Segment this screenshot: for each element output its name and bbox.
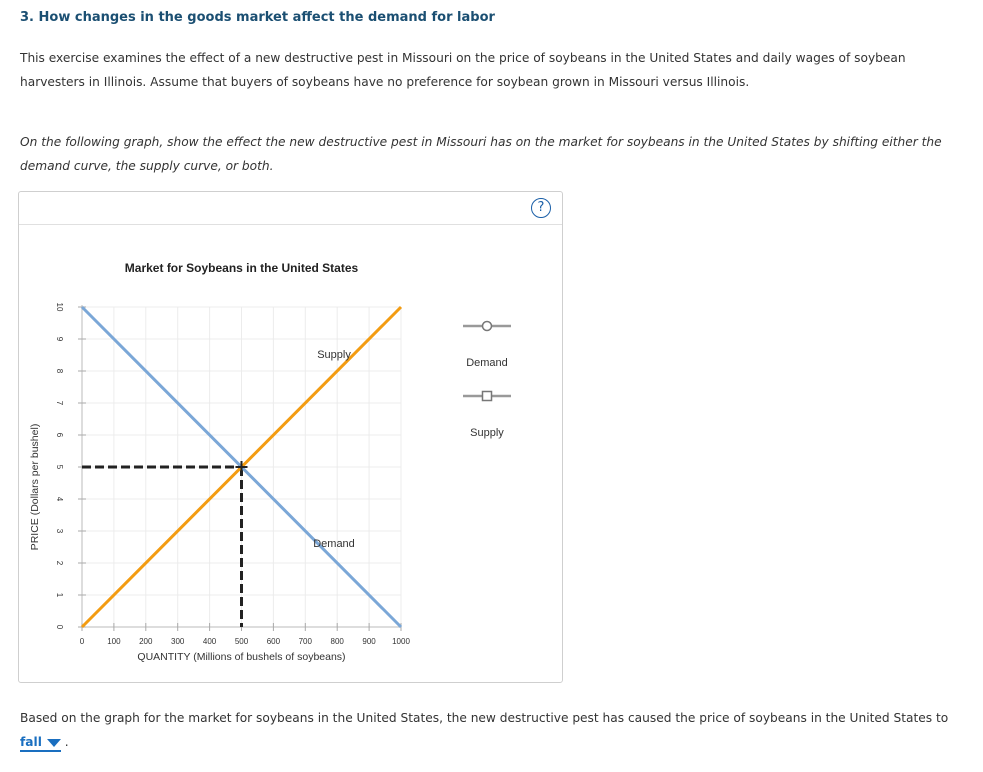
y-tick-label: 1	[55, 592, 64, 598]
legend-circle-marker	[483, 322, 492, 331]
answer-period: .	[64, 735, 69, 749]
supply-legend-tool[interactable]	[463, 392, 511, 440]
chevron-down-icon	[47, 739, 61, 747]
y-tick-label: 5	[55, 464, 64, 470]
x-tick-label: 600	[266, 637, 281, 646]
price-change-value: fall	[20, 735, 42, 749]
legend-label: Demand	[466, 357, 508, 369]
legend-square-marker	[483, 392, 492, 401]
y-tick-label: 4	[55, 496, 64, 502]
question-title: 3. How changes in the goods market affect the demand for labor	[20, 10, 495, 25]
x-tick-label: 200	[139, 637, 153, 646]
y-tick-label: 7	[55, 400, 64, 406]
graph-panel	[18, 191, 563, 683]
x-tick-label: 500	[234, 637, 249, 646]
y-tick-label: 0	[55, 624, 64, 630]
x-tick-label: 900	[362, 637, 376, 646]
soybean-market-chart[interactable]	[19, 192, 562, 682]
curve-label-supply: Supply	[317, 349, 351, 362]
x-tick-label: 300	[171, 637, 185, 646]
help-icon[interactable]: ?	[531, 198, 551, 218]
legend-label: Supply	[470, 427, 504, 439]
x-tick-label: 800	[330, 637, 344, 646]
y-tick-label: 9	[55, 336, 64, 342]
instruction-paragraph: On the following graph, show the effect the new destructive pest in Missouri has on the market for soybeans in the United States by shifting either the demand curve, the supply curve, or both.	[20, 135, 942, 173]
x-tick-label: 0	[79, 637, 85, 646]
answer-to-word: to	[935, 711, 949, 725]
answer-prefix: Based on the graph for the market for soybeans in the United States, the new destructive pest has caused the price of soybeans in the United States	[20, 711, 933, 725]
y-tick-label: 3	[55, 528, 64, 534]
x-tick-label: 400	[202, 637, 217, 646]
x-tick-label: 1000	[392, 637, 410, 646]
y-tick-label: 6	[55, 432, 64, 438]
x-axis-label: QUANTITY (Millions of bushels of soybeans)	[137, 651, 346, 663]
y-tick-label: 10	[55, 302, 64, 312]
intro-paragraph: This exercise examines the effect of a new destructive pest in Missouri on the price of soybeans in the United States and daily wages of soybean harvesters in Illinois. Assume that buyers of soybeans have no preference for soybean grown in Missouri versus Illinois.	[20, 51, 906, 89]
curve-label-demand: Demand	[313, 538, 355, 550]
x-tick-label: 700	[298, 637, 312, 646]
answer-sentence	[20, 706, 970, 754]
x-tick-label: 100	[107, 637, 121, 646]
y-tick-label: 2	[55, 560, 64, 566]
price-change-dropdown[interactable]	[20, 735, 61, 752]
y-axis-label: PRICE (Dollars per bushel)	[29, 423, 41, 551]
demand-legend-tool[interactable]	[463, 322, 511, 370]
chart-title: Market for Soybeans in the United States	[124, 261, 359, 275]
y-tick-label: 8	[55, 368, 64, 374]
